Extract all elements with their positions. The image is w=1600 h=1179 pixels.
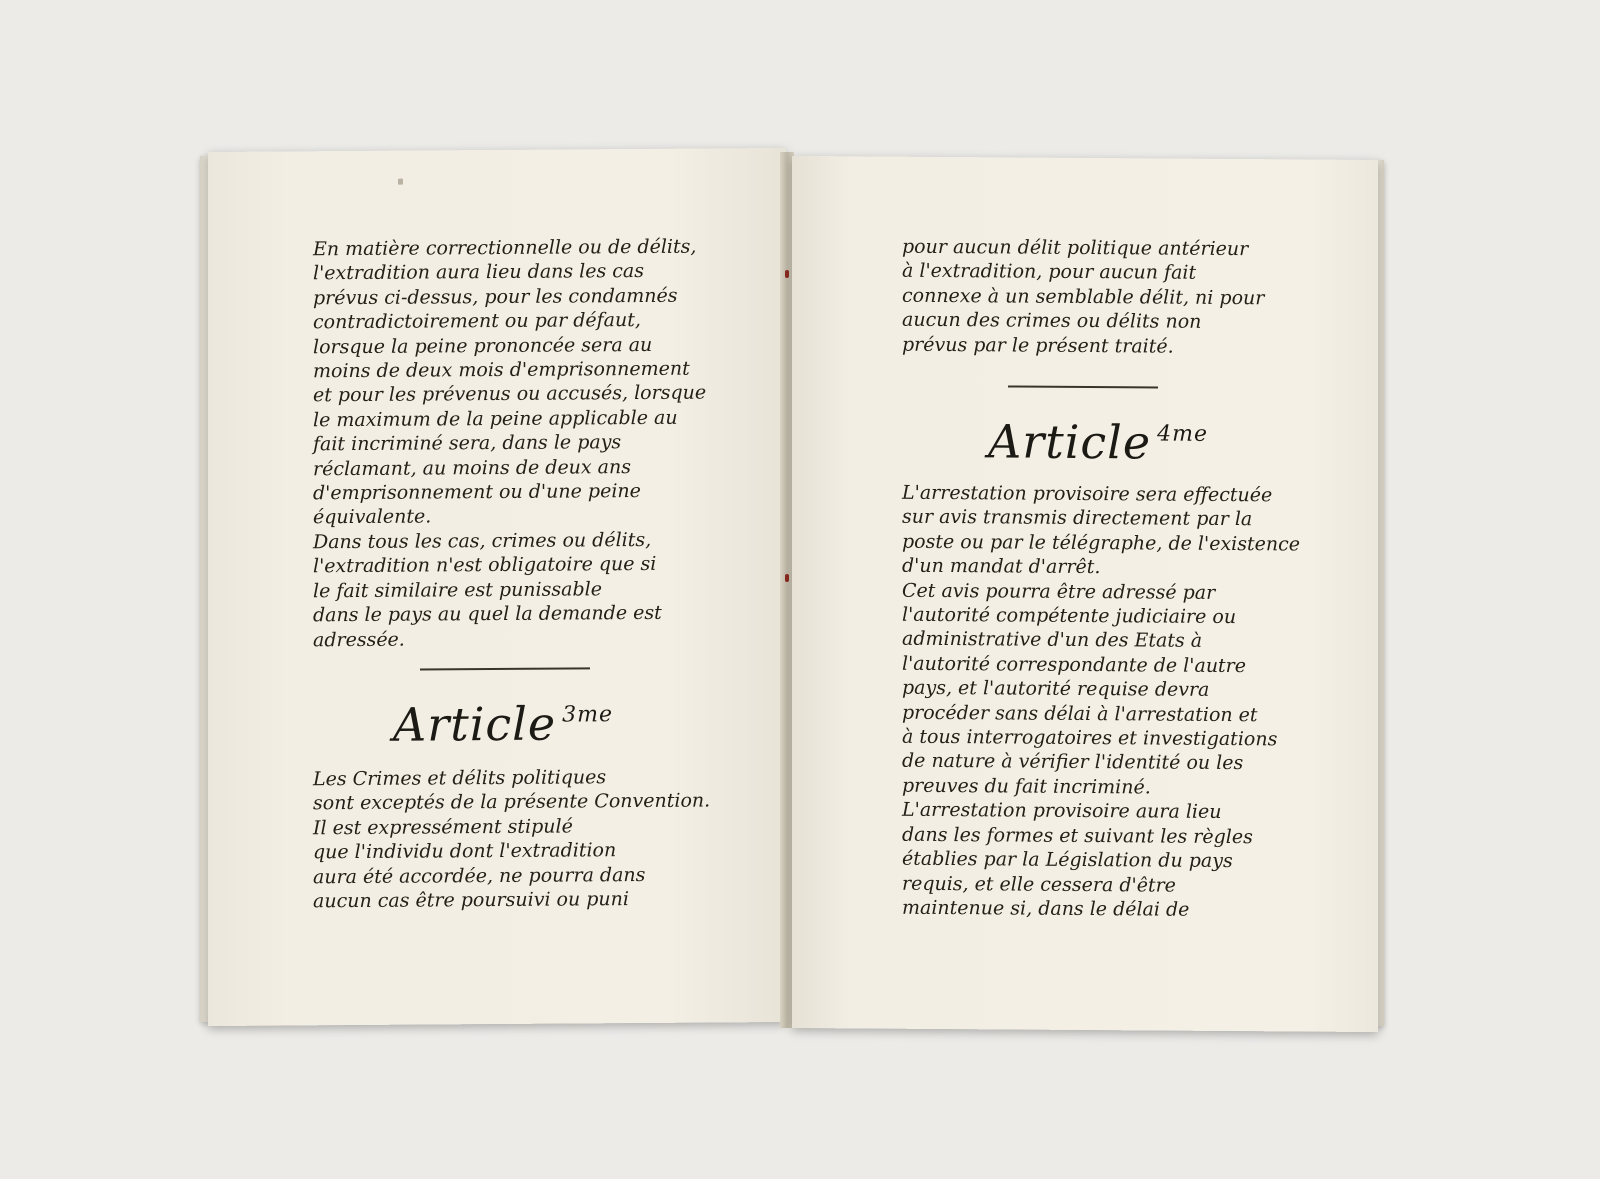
right-text-top: [902, 235, 1352, 360]
left-article-heading-text: Article: [393, 696, 557, 752]
right-page: [792, 156, 1378, 1032]
left-text-bottom: [313, 764, 763, 914]
right-separator-rule: [1008, 385, 1158, 388]
binding-stitch-top: [785, 270, 789, 278]
right-text-bottom: [902, 481, 1352, 923]
left-paragraph-1: En matière correctionnelle ou de délits, l'extradition aura lieu dans les cas prévus ci-dessus, pour les condamnés contradictoirement ou par défaut, lorsque la peine prononcée sera au moins de deux mois d'emprisonnement et pour les prévenus ou accusés, lorsque le maximum de la peine applicable au fait incriminé sera, dans le pays réclamant, au moins de deux ans d'emprisonnement ou d'une peine équivalente.: [313, 235, 707, 529]
left-page: [208, 148, 786, 1026]
right-article-number: 4me: [1157, 421, 1208, 447]
left-text-top: [313, 234, 763, 652]
left-paragraph-4: Il est expressément stipulé que l'individu dont l'extradition aura été accordée, ne pourra dans aucun cas être poursuivi ou puni: [313, 815, 646, 913]
left-article-heading: [393, 689, 613, 751]
page-mark: [398, 179, 403, 185]
right-article-heading: [988, 407, 1208, 469]
left-paragraph-3: Les Crimes et délits politiques sont exceptés de la présente Convention.: [313, 766, 711, 815]
binding-stitch-bottom: [785, 574, 789, 582]
right-paragraph-4: L'arrestation provisoire aura lieu dans les formes et suivant les règles établies par la Législation du pays requis, et elle cessera d'être maintenue si, dans le délai de: [902, 799, 1253, 921]
left-article-number: 3me: [562, 702, 613, 728]
right-article-heading-text: Article: [988, 414, 1152, 470]
left-paragraph-2: Dans tous les cas, crimes ou délits, l'extradition n'est obligatoire que si le fait similaire est punissable dans le pays au quel la demande est adressée.: [313, 528, 662, 651]
right-paragraph-3: Cet avis pourra être adressé par l'autorité compétente judiciaire ou administrative d'un des Etats à l'autorité correspondante de l'autre pays, et l'autorité requise devra procéder sans délai à l'arrestation et à tous interrogatoires et investigations de nature à vérifier l'identité ou les preuves du fait incriminé.: [902, 579, 1278, 799]
left-separator-rule: [420, 667, 590, 670]
right-paragraph-1: pour aucun délit politique antérieur à l'extradition, pour aucun fait connexe à un semblable délit, ni pour aucun des crimes ou délits non prévus par le présent traité.: [902, 235, 1265, 358]
right-paragraph-2: L'arrestation provisoire sera effectuée sur avis transmis directement par la poste ou par le télégraphe, de l'existence d'un mandat d'arrêt.: [902, 481, 1300, 579]
